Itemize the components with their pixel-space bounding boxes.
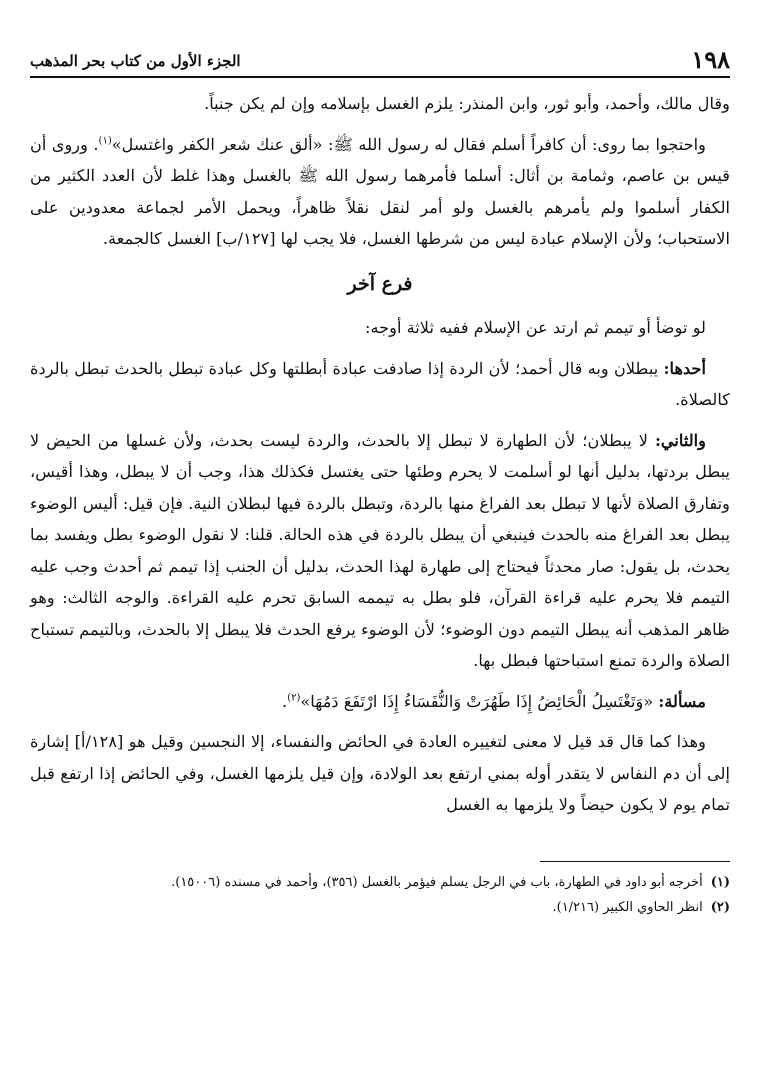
paragraph-5: والثاني: لا يبطلان؛ لأن الطهارة لا تبطل إلا بالحدث، والردة ليست بحدث، ولأن غسلها من الحيض لا يبطل بردتها، بدليل أنها لو أسلمت لا يحرم وطئها حتى يغتسل فكذلك هذا، وجب أن لا يبطل، وهذا أقيس، وتفارق الصلاة لأنها لا تبطل بعد الفراغ منها بالردة، وتبطل بالردة فيها لبطلان النية. فإن قيل: أليس الوضوء يبطل بعد الفراغ منه بالحدث فينبغي أن يبطل بالردة في هذه الحالة. قلنا: لا نقول الوضوء بطل ويفسد بما يحدث، بل يقول: صار محدثاً فيحتاج إلى طهارة لهذا الحدث، بدليل أن الجنب إذا تيمم ثم أحدث وجب عليه التيمم فلا يحرم عليه قراءة القرآن، فلو بطل به تيممه السابق تحرم عليه القراءة. والوجه الثالث: وهو ظاهر المذهب أنه يبطل التيمم دون الوضوء؛ لأن الوضوء يرفع الحدث فلا يبطل إلا بالحدث، وبالتيمم تستباح الصلاة والردة تمنع استباحتها فبطل بها.: [30, 430, 730, 670]
footnote-ref-1[interactable]: (١): [98, 135, 112, 147]
book-page: [30, 38, 730, 920]
header-divider: [30, 76, 730, 78]
page-header: [30, 38, 730, 74]
footnote-divider: [540, 861, 730, 862]
running-title: الجزء الأول من كتاب بحر المذهب: [30, 52, 241, 70]
paragraph-6: مسألة: «وَتَغْتَسِلُ الْحَائِضُ إِذَا طَهُرَتْ وَالنُّفَسَاءُ إِذَا ارْتَفَعَ دَمُهَا»$^{(٢)}$.: [282, 691, 706, 711]
page-number: ١٩٨: [691, 45, 730, 74]
lead-term: والثاني:: [654, 430, 706, 450]
footnote-ref-2[interactable]: (٢): [287, 692, 301, 704]
footnote-2: (٢)انظر الحاوي الكبير (١/٢١٦).: [552, 899, 730, 915]
paragraph-1: وقال مالك، وأحمد، وأبو ثور، وابن المنذر: يلزم الغسل بإسلامه وإن لم يكن جنباً.: [204, 94, 730, 113]
paragraph-2: واحتجوا بما روى: أن كافراً أسلم فقال له رسول الله ﷺ: «ألق عنك شعر الكفر واغتسل»$^{(١)}$. وروى أن قيس بن عاصم، وثمامة بن أثال: أسلما فأمرهما رسول الله ﷺ بالغسل وهذا غلط لأن العدد الكثير من الكفار أسلموا ولم يأمرهم بالغسل ولو أمر لنقل نقلاً ظاهراً، ويحمل الأمر لجماعة معدودين على الاستحباب؛ ولأن الإسلام عبادة ليس من شرطها الغسل، فلا يجب لها [١٢٧/ب] الغسل كالجمعة.: [30, 134, 730, 248]
lead-term: أحدها:: [663, 358, 706, 378]
paragraph-3: لو توضأ أو تيمم ثم ارتد عن الإسلام ففيه ثلاثة أوجه:: [365, 318, 706, 337]
footnotes: [30, 870, 730, 920]
footnote-1: (١)أخرجه أبو داود في الطهارة، باب في الرجل يسلم فيؤمر بالغسل (٣٥٦)، وأحمد في مسنده (١٥٠٠٦).: [171, 874, 730, 890]
paragraph-7: وهذا كما قال قد قيل لا معنى لتغييره العادة في الحائض والنفساء، إلا النجسين وقيل هو [١٢٨/أ] إشارة إلى أن دم النفاس لا يتقدر أوله بمني ارتفع بعد الولادة، وإن قيل يلزمها الغسل، وفي الحائض إذا ارتفع قبل تمام يوم لا يكون حيضاً ولا يلزمها به الغسل: [30, 732, 730, 814]
paragraph-4: أحدها: يبطلان وبه قال أحمد؛ لأن الردة إذا صادفت عبادة أبطلتها وكل عبادة تبطل بالحدث تبطل بالردة كالصلاة.: [30, 358, 730, 409]
lead-term: مسألة:: [658, 691, 706, 711]
main-text: [30, 88, 730, 821]
section-heading: فرع آخر: [347, 272, 413, 295]
